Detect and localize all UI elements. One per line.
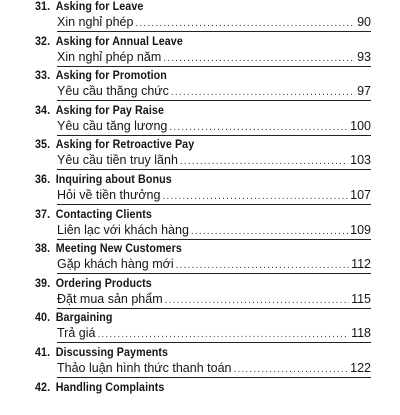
dot-leader	[169, 122, 348, 133]
toc-entry-title: Meeting New Customers	[55, 243, 182, 256]
toc-entry-heading	[35, 70, 167, 82]
toc-entry-heading	[35, 105, 164, 117]
toc-entry-heading	[35, 174, 172, 186]
toc-entry-title: Inquiring about Bonus	[55, 173, 172, 186]
dot-leader	[233, 364, 348, 375]
toc-entry-title: Asking for Annual Leave	[55, 35, 183, 48]
toc-entry[interactable]	[35, 69, 371, 104]
entry-underline	[57, 100, 371, 101]
toc-entry-subline	[57, 361, 371, 375]
dot-leader	[135, 18, 355, 29]
toc-entry-vietnamese-title: Gặp khách hàng mới	[57, 257, 174, 272]
toc-entry-vietnamese-title: Thảo luận hình thức thanh toán	[57, 360, 232, 375]
toc-entry-vietnamese-title: Trả giá	[57, 326, 96, 341]
dot-leader	[180, 156, 348, 167]
toc-entry-title: Asking for Pay Raise	[55, 104, 164, 117]
dot-leader	[97, 329, 349, 340]
entry-underline	[57, 239, 371, 240]
toc-entry[interactable]	[35, 381, 371, 415]
toc-entry-heading	[35, 347, 168, 359]
toc-entry[interactable]	[35, 0, 371, 35]
toc-entry-page-number: 100	[350, 118, 371, 133]
toc-entry[interactable]	[35, 138, 371, 173]
toc-entry-page-number: 97	[357, 84, 371, 99]
toc-entry[interactable]	[35, 208, 371, 243]
toc-entry[interactable]	[35, 242, 371, 277]
toc-entry-vietnamese-title: Xin nghỉ phép năm	[57, 49, 162, 64]
entry-underline	[57, 31, 371, 32]
toc-entry-title: Ordering Products	[55, 277, 152, 290]
toc-entry[interactable]	[35, 104, 371, 139]
dot-leader	[191, 226, 348, 237]
toc-entry-subline	[57, 326, 371, 340]
entry-underline	[57, 308, 371, 309]
toc-entry-heading	[35, 312, 113, 324]
toc-entry-number: 41.	[35, 346, 51, 359]
toc-entry-vietnamese-title: Hỏi về tiền thưởng	[57, 187, 161, 202]
toc-entry-page-number: 103	[350, 153, 371, 168]
entry-underline	[57, 66, 371, 67]
toc-entry[interactable]	[35, 346, 371, 381]
toc-entry[interactable]	[35, 277, 371, 312]
toc-entry-number: 39.	[35, 277, 51, 290]
toc-entry-vietnamese-title: Liên lạc với khách hàng	[57, 222, 189, 237]
toc-entry-number: 31.	[35, 1, 51, 13]
toc-entry-subline	[57, 292, 371, 306]
toc-entry-subline	[57, 153, 371, 167]
toc-entry-subline	[57, 119, 371, 133]
toc-entry-heading	[35, 278, 152, 290]
toc-entry[interactable]	[35, 35, 371, 70]
toc-entry-number: 33.	[35, 70, 51, 83]
toc-entry-heading	[35, 243, 182, 255]
toc-entry-vietnamese-title: Xin nghỉ phép	[57, 15, 134, 29]
toc-entry-page-number: 122	[350, 360, 371, 375]
toc-entry-page-number: 107	[350, 187, 371, 202]
toc-entry-subline	[57, 84, 371, 98]
toc-entry-title: Asking for Leave	[55, 1, 144, 13]
dot-leader	[176, 260, 349, 271]
toc-entry-number: 34.	[35, 104, 51, 117]
dot-leader	[171, 87, 355, 98]
toc-entry-subline	[57, 15, 371, 29]
toc-entry-number: 40.	[35, 312, 51, 325]
toc-entry-page-number: 90	[357, 15, 371, 29]
toc-entry-number: 32.	[35, 35, 51, 48]
toc-entry-heading	[35, 1, 143, 13]
toc-entry-page-number: 118	[351, 326, 371, 341]
toc-entry[interactable]	[35, 173, 371, 208]
toc-entry-heading	[35, 139, 194, 151]
dot-leader	[163, 53, 355, 64]
toc-entry-number: 35.	[35, 139, 51, 152]
toc-entry-page-number: 115	[351, 291, 371, 306]
table-of-contents	[35, 0, 371, 415]
dot-leader	[162, 191, 348, 202]
toc-entry-subline	[57, 223, 371, 237]
toc-entry-subline	[57, 257, 371, 271]
toc-entry-title: Asking for Promotion	[55, 70, 167, 83]
toc-entry-page-number: 112	[351, 257, 371, 272]
toc-entry-vietnamese-title: Đặt mua sản phẩm	[57, 291, 163, 306]
toc-entry-subline	[57, 50, 371, 64]
toc-entry-number: 36.	[35, 173, 51, 186]
toc-entry-title: Bargaining	[55, 312, 113, 325]
toc-entry-heading	[35, 209, 152, 221]
toc-entry-title: Contacting Clients	[55, 208, 152, 221]
entry-underline	[57, 169, 371, 170]
entry-underline	[57, 273, 371, 274]
toc-entry-vietnamese-title: Yêu cầu thăng chức	[57, 84, 169, 99]
entry-underline	[57, 342, 371, 343]
toc-entry-page-number: 109	[350, 222, 371, 237]
toc-entry-number: 37.	[35, 208, 51, 221]
dot-leader	[165, 295, 349, 306]
toc-entry-vietnamese-title: Yêu cầu tăng lương	[57, 118, 168, 133]
toc-entry-title: Discussing Payments	[55, 346, 169, 359]
toc-entry-title: Handling Complaints	[55, 381, 165, 394]
toc-entry-heading	[35, 382, 164, 394]
toc-entry-page-number: 93	[357, 49, 371, 64]
toc-entry-number: 42.	[35, 381, 51, 394]
toc-entry-vietnamese-title: Yêu cầu tiền truy lãnh	[57, 153, 178, 168]
toc-entry[interactable]	[35, 311, 371, 346]
entry-underline	[57, 377, 371, 378]
entry-underline	[57, 204, 371, 205]
toc-entry-subline	[57, 188, 371, 202]
entry-underline	[57, 135, 371, 136]
toc-entry-number: 38.	[35, 243, 51, 256]
toc-entry-title: Asking for Retroactive Pay	[55, 139, 195, 152]
toc-entry-heading	[35, 36, 183, 48]
